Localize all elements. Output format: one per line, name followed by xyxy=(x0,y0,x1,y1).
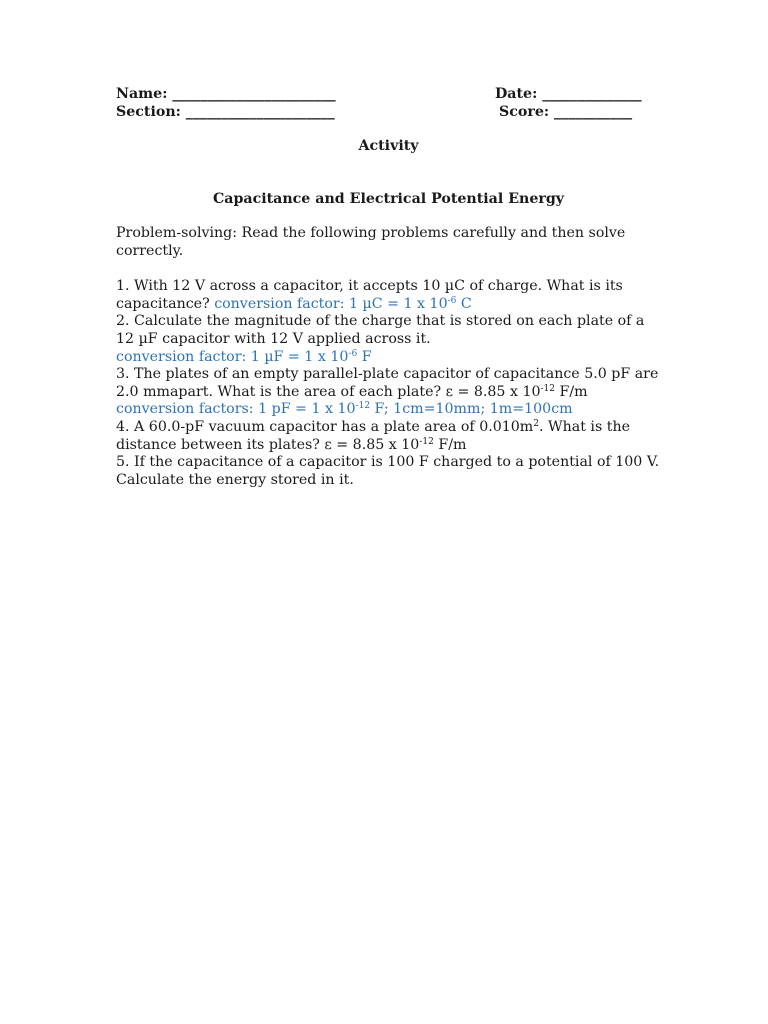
problem-1-text: 1. With 12 V across a capacitor, it accepts 10 µC of charge. What is its capacitance? xyxy=(116,278,623,312)
worksheet-page xyxy=(116,86,661,489)
instructions: Problem-solving: Read the following problems carefully and then solve correctly. xyxy=(116,225,626,259)
problem-2-conversion: conversion factor: 1 µF = 1 x $10^{-6}$ F xyxy=(116,348,372,365)
activity-label: Activity xyxy=(358,138,419,155)
date-field: Date: ______________ xyxy=(495,86,642,102)
problem-3-conversion: conversion factors: 1 pF = 1 x $10^{-12}$ F; 1cm=10mm; 1m=100cm xyxy=(116,401,573,418)
problem-2-text: 2. Calculate the magnitude of the charge that is stored on each plate of a 12 µF capacitor with 12 V applied across it. xyxy=(116,313,645,347)
problem-5: 5. If the capacitance of a capacitor is 100 F charged to a potential of 100 V. Calculate the energy stored in it. xyxy=(116,454,660,488)
header-row-2 xyxy=(116,104,661,122)
problem-3: 3. The plates of an empty parallel-plate capacitor of capacitance 5.0 pF are 2.0 mmapart. What is the area of each plate? ε = 8.85 x $10^{-12}$ F/m xyxy=(116,366,659,400)
problem-2 xyxy=(116,313,661,348)
score-field: Score: ___________ xyxy=(499,103,633,120)
name-field: Name: _______________________ xyxy=(116,86,336,102)
problem-list xyxy=(116,278,661,489)
problem-4: 4. A 60.0-pF vacuum capacitor has a plate area of $0.010m^2$. What is the distance between its plates? ε = 8.85 x $10^{-12}$ F/m xyxy=(116,418,630,453)
section-field: Section: _____________________ xyxy=(116,103,335,120)
header-row-1 xyxy=(116,86,661,104)
problem-1-conversion: conversion factor: 1 µC = 1 x $10^{-6}$ C xyxy=(214,295,472,312)
problem-1 xyxy=(116,278,661,313)
page-title: Capacitance and Electrical Potential Energy xyxy=(212,190,564,207)
